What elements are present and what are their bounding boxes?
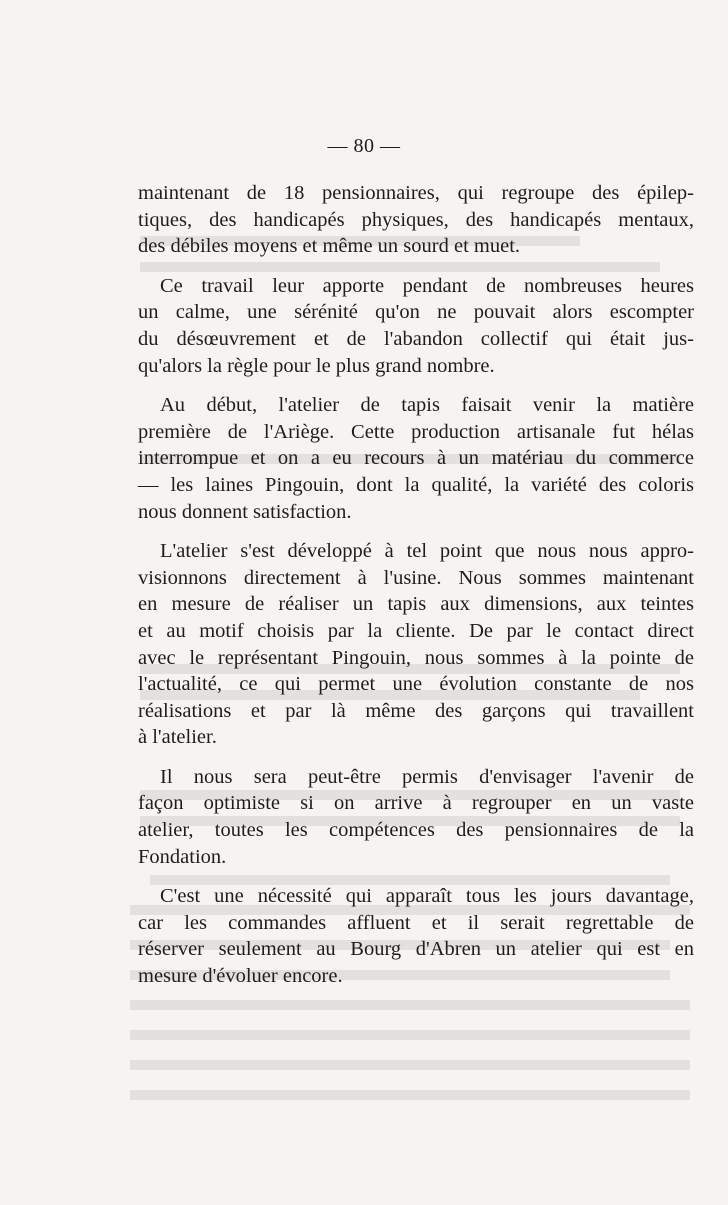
text-line: avec le représentant Pingouin, nous sommes à la pointe de: [138, 646, 694, 669]
text-line: à l'atelier.: [138, 726, 217, 749]
text-line: Au début, l'atelier de tapis faisait venir la matière: [160, 394, 694, 417]
text-line: réalisations et par là même des garçons qui travaillent: [138, 699, 694, 722]
text-line: première de l'Ariège. Cette production artisanale fut hélas: [138, 420, 694, 443]
text-line: L'atelier s'est développé à tel point que nous nous appro-: [160, 540, 694, 563]
text-line: en mesure de réaliser un tapis aux dimensions, aux teintes: [138, 593, 694, 616]
paragraph: [138, 180, 694, 260]
text-line: Ce travail leur apporte pendant de nombreuses heures: [160, 274, 694, 297]
text-line: qu'alors la règle pour le plus grand nombre.: [138, 354, 495, 377]
text-line: Fondation.: [138, 845, 227, 868]
text-line: Il nous sera peut-être permis d'envisager l'avenir de: [160, 765, 694, 788]
text-line: tiques, des handicapés physiques, des handicapés mentaux,: [138, 208, 694, 231]
text-line: nous donnent satisfaction.: [138, 500, 352, 523]
body-text: [138, 180, 694, 1003]
text-line: et au motif choisis par la cliente. De par le contact direct: [138, 619, 694, 642]
text-line: l'actualité, ce qui permet une évolution constante de nos: [138, 673, 694, 696]
text-line: maintenant de 18 pensionnaires, qui regroupe des épilep-: [138, 182, 694, 204]
paragraph: [138, 273, 694, 379]
text-line: mesure d'évoluer encore.: [138, 965, 343, 988]
paragraph: [138, 392, 694, 525]
text-line: interrompue et on a eu recours à un matériau du commerce: [138, 447, 694, 470]
text-line: visionnons directement à l'usine. Nous sommes maintenant: [138, 566, 694, 589]
text-line: — les laines Pingouin, dont la qualité, la variété des coloris: [138, 473, 694, 496]
text-line: un calme, une sérénité qu'on ne pouvait alors escompter: [138, 301, 694, 324]
text-line: car les commandes affluent et il serait regrettable de: [138, 911, 694, 934]
text-line: réserver seulement au Bourg d'Abren un atelier qui est en: [138, 938, 694, 961]
page-number: — 80 —: [327, 135, 401, 157]
paragraph: [138, 538, 694, 751]
text-line: des débiles moyens et même un sourd et muet.: [138, 235, 521, 258]
text-line: atelier, toutes les compétences des pensionnaires de la: [138, 819, 694, 842]
paragraph: [138, 764, 694, 870]
text-line: C'est une nécessité qui apparaît tous les jours davantage,: [160, 885, 694, 908]
text-line: façon optimiste si on arrive à regrouper en un vaste: [138, 792, 694, 815]
paragraph: [138, 883, 694, 989]
text-line: du désœuvrement et de l'abandon collectif qui était jus-: [138, 327, 694, 350]
